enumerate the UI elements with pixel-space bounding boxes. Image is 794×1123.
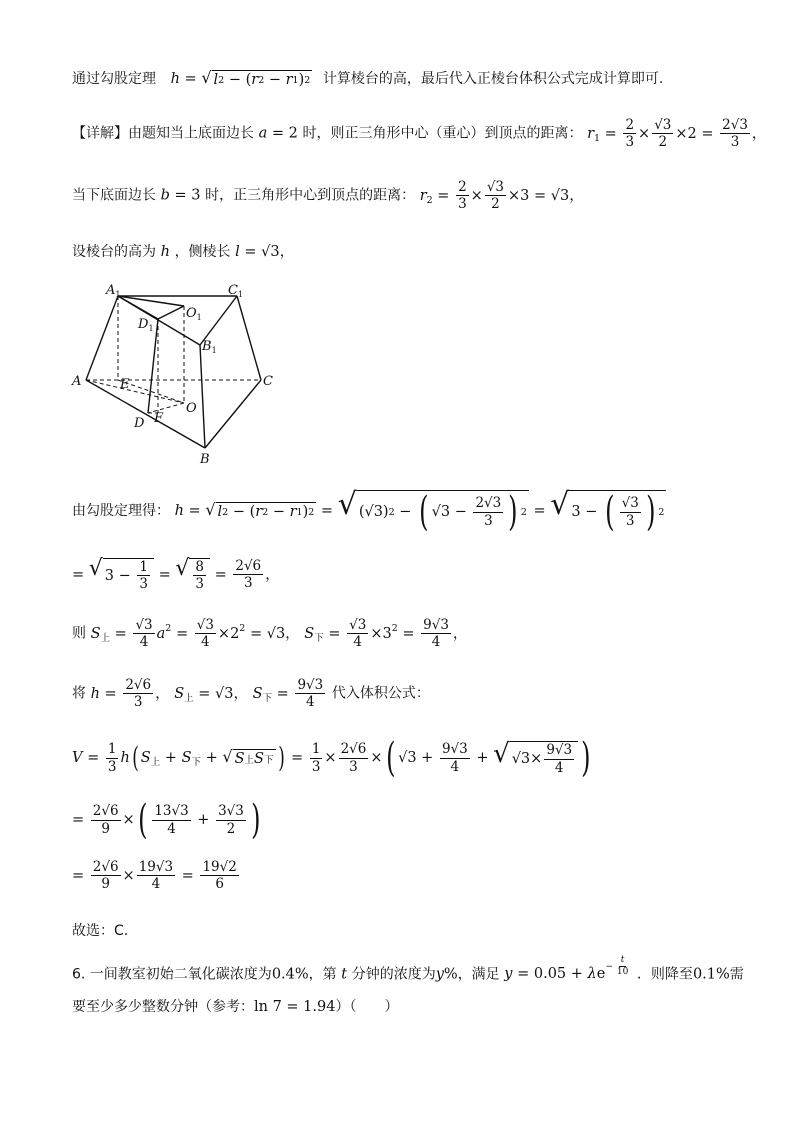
intro-line xyxy=(72,68,663,88)
volume-step3: = $\frac{2√6}{9}$ × $\frac{19√3}{4}$ = $\frac{19√2}{6}$ xyxy=(72,859,237,893)
label-B1: $B_1$ xyxy=(202,339,217,355)
height-text-b: ，侧棱长 xyxy=(174,244,231,260)
area-line xyxy=(72,618,467,649)
label-C: C xyxy=(263,374,273,389)
intro-text-a: 通过勾股定理 xyxy=(72,71,156,87)
label-E: E xyxy=(120,377,130,392)
pythagoras-formula: h = √ l 2 − ( r 2 − r 1 ) 2 = √ (√3) 2 − ( √3 − $\frac{2√3}{3}$ ) 2 = √ 3 − ( $\frac{√3}{3}$ ) 2 xyxy=(174,487,665,535)
lower-line: 当下底面边长 b = 3 时，正三角形中心到顶点的距离： $r_2$ = $\frac{2}{3}$ × $\frac{√3}{2}$ ×3 = √3， xyxy=(72,179,584,213)
volume-step2: = $\frac{2√6}{9}$ ×( $\frac{13√3}{4}$ + $\frac{3√3}{2}$ ) xyxy=(72,797,261,843)
q6-formula: $y = 0.05 + \lambda e^{- \frac{t}{10}}$ xyxy=(504,955,629,983)
lower-text-b: 时，正三角形中心到顶点的距离： xyxy=(205,187,416,204)
r1-formula: $r_1$ = $\frac{2}{3}$ × $\frac{√3}{2}$ ×2 = $\frac{2√3}{3}$ ， xyxy=(587,117,767,151)
label-D1: $D_1$ xyxy=(138,317,154,333)
question-6-line2: 要至少多少整数分钟（参考：ln 7 = 1.94）（ ） xyxy=(72,999,399,1015)
label-C1: $C_1$ xyxy=(228,283,244,299)
question-6-line1: 6. 一间教室初始二氧化碳浓度为0.4%，第 t 分钟的浓度为y%，满足 $y = 0.05 + \lambda e^{- \frac{t}{10}}$ ．则降至0.1%需 xyxy=(72,955,744,983)
volume-line xyxy=(72,735,594,781)
height-line: 设棱台的高为 h ，侧棱长 l = √3， xyxy=(72,244,295,260)
label-D: D xyxy=(134,416,145,431)
substitute-line: 将 h = $\frac{2√6}{3}$ ， $S_上 = √3$， $S_下$ = $\frac{9√3}{4}$ 代入体积公式： xyxy=(72,677,430,711)
label-A: A xyxy=(72,374,82,389)
intro-text-b: 计算棱台的高，最后代入正棱台体积公式完成计算即可. xyxy=(322,71,664,87)
volume-formula: V = $\frac{1}{3}$ h( $S_上 + S_下$ + √ S 上 S 下 ) = $\frac{1}{3}$ × $\frac{2√6}{3}$ ×( √3 + $\frac{9√3}{4}$ + √ √3× $\frac{9√3}{4}$ ) xyxy=(72,735,591,781)
label-O: O xyxy=(186,401,197,416)
detail-text-b: 时，则正三角形中心（重心）到顶点的距离： xyxy=(302,125,583,142)
height-formula: h = √ l 2 − ( r 2 − r 1 ) 2 xyxy=(170,68,311,88)
height-result-line: = √ 3 − $\frac{1}{3}$ = √ $\frac{8}{3}$ = $\frac{2√6}{3}$ ， xyxy=(72,556,280,593)
pythagoras-text: 由勾股定理得： xyxy=(72,503,170,519)
frustum-figure xyxy=(66,280,286,470)
detail-line: 【详解】由题知当上底面边长 a = 2 时，则正三角形中心（重心）到顶点的距离： $r_1$ = $\frac{2}{3}$ × $\frac{√3}{2}$ ×2 = $\frac{2√3}{3}$ ， xyxy=(72,117,767,151)
detail-text-a: 【详解】由题知当上底面边长 xyxy=(72,125,254,142)
r2-formula: $r_2$ = $\frac{2}{3}$ × $\frac{√3}{2}$ ×3 = √3， xyxy=(419,179,584,213)
area-formula: $S_上$ = $\frac{√3}{4}$ $a^2$ = $\frac{√3}{4}$ $\times 2^2 = √3$， $S_下$ = $\frac{√3}{4}$ $\times 3^2$ = $\frac{9√3}{4}$ ， xyxy=(90,617,468,651)
height-text-a: 设棱台的高为 xyxy=(72,244,156,260)
label-O1: $O_1$ xyxy=(186,306,202,322)
substitute-text-b: 代入体积公式： xyxy=(331,685,430,702)
pythagoras-line xyxy=(72,487,666,535)
substitute-text-a: 将 xyxy=(72,685,86,702)
lower-text-a: 当下底面边长 xyxy=(72,187,156,204)
label-F: F xyxy=(154,411,164,426)
label-A1: $A_1$ xyxy=(106,283,121,299)
label-B: B xyxy=(200,452,210,467)
area-text: 则 xyxy=(72,625,86,642)
answer-line: 故选：C. xyxy=(72,923,129,939)
